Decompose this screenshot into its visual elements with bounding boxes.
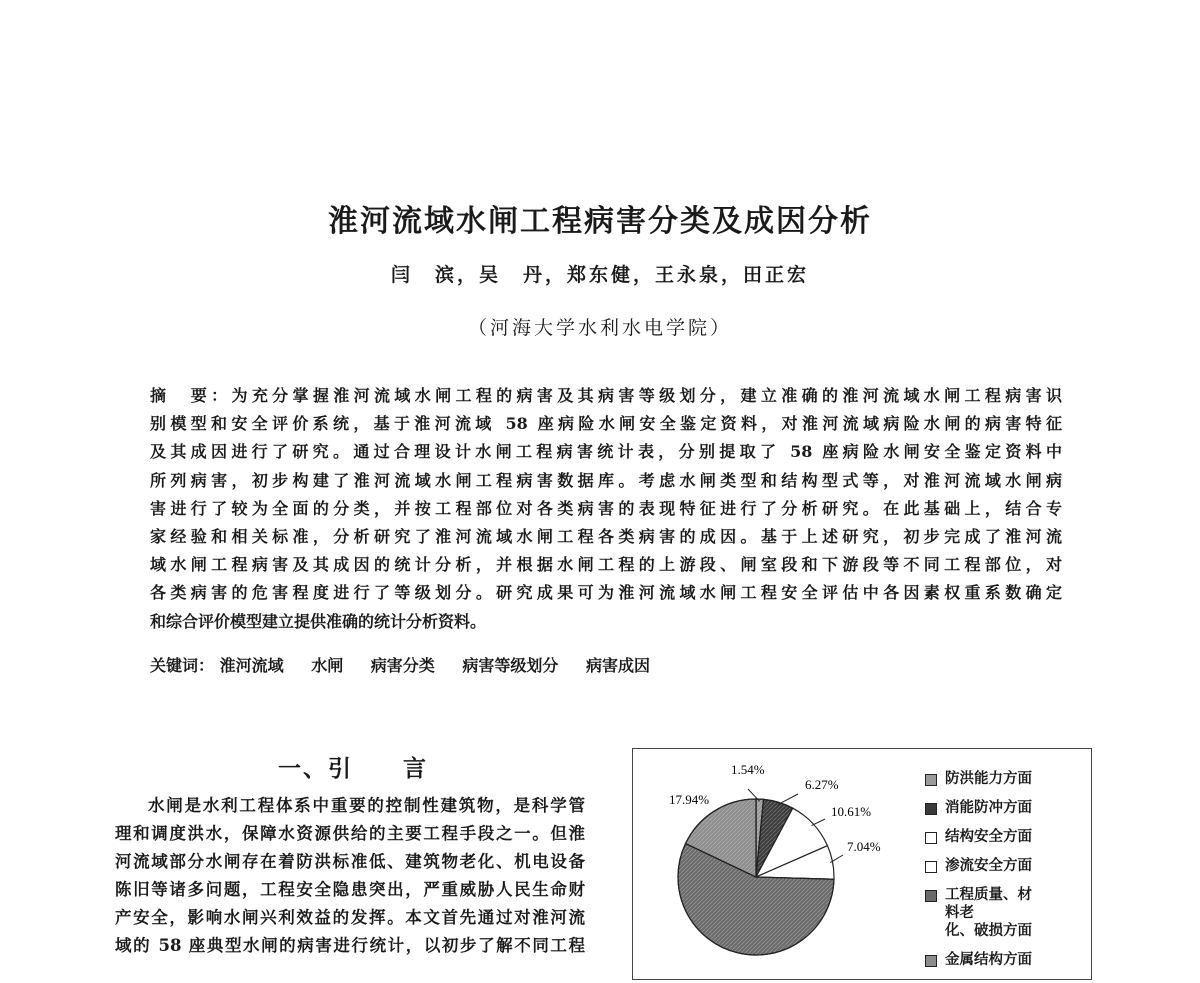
affiliation: （河海大学水利水电学院） [467,317,732,339]
legend-swatch [925,803,937,815]
legend-item [925,886,1045,940]
legend-label: 金属结构方面 [945,951,1032,968]
abstract-line: 害进行了较为全面的分类，并按工程部位对各类病害的表现特征进行了分析研究。在此基础上，结合专 [150,498,1062,518]
keyword: 病害分类 [370,656,435,675]
slice-label: 7.04% [847,839,881,854]
keyword: 病害成因 [585,656,650,675]
paper-title: 淮河流域水闸工程病害分类及成因分析 [328,204,872,239]
keyword: 水闸 [311,656,344,675]
slice-label: 17.94% [669,792,710,807]
legend-item [925,770,1045,788]
abstract-line: 和综合评价模型建立提供准确的统计分析资料。 [150,611,487,631]
body-line: 产安全，影响水闸兴利效益的发挥。本文首先通过对淮河流 [115,908,585,927]
keyword: 淮河流域 [219,656,284,675]
legend-swatch [925,890,937,902]
slice-label: 1.54% [731,762,765,777]
pie-chart [633,749,923,979]
keywords [150,652,672,680]
leader-line [778,794,798,805]
abstract-line: 家经验和相关标准，分析研究了淮河流域水闸工程各类病害的成因。基于上述研究，初步完成了淮河流 [150,526,1062,546]
legend-item [925,828,1045,846]
legend-item [925,951,1045,969]
slice-label: 10.61% [831,804,872,819]
abstract-line: 及其成因进行了研究。通过合理设计水闸工程病害统计表，分别提取了 58 座病险水闸安全鉴定资料中 [150,442,1062,462]
slice-label: 6.27% [805,777,839,792]
abstract-line: 别模型和安全评价系统，基于淮河流域 58 座病险水闸安全鉴定资料，对淮河流域病险水闸的病害特征 [150,414,1062,434]
legend-item [925,857,1045,875]
section-heading: 一、引 言 [278,756,428,782]
legend-swatch [925,861,937,873]
abstract-line: 所列病害，初步构建了淮河流域水闸工程病害数据库。考虑水闸类型和结构型式等，对淮河流域水闸病 [150,470,1062,490]
abstract [150,382,1062,636]
abstract-line: 域水闸工程病害及其成因的统计分析，并根据水闸工程的上游段、闸室段和下游段等不同工程部位，对 [150,555,1062,575]
body-line: 水闸是水利工程体系中重要的控制性建筑物，是科学管 [148,796,585,815]
legend-swatch [925,774,937,786]
legend-label: 工程质量、材料老 化、破损方面 [945,886,1032,939]
body-line: 河流域部分水闸存在着防洪标准低、建筑物老化、机电设备 [115,852,585,871]
leader-line [812,819,825,826]
body-line: 域的 58 座典型水闸的病害进行统计，以初步了解不同工程 [115,936,585,955]
body-line: 陈旧等诸多问题，工程安全隐患突出，严重威胁人民生命财 [115,880,585,899]
chart-legend [925,770,1045,980]
legend-swatch [925,955,937,967]
body-line: 理和调度洪水，保障水资源供给的主要工程手段之一。但淮 [115,824,585,843]
legend-label: 渗流安全方面 [945,857,1032,874]
keywords-label: 关键词： [150,656,215,675]
authors: 闫 滨，吴 丹，郑东健，王永泉，田正宏 [390,264,809,286]
abstract-line: 各类病害的危害程度进行了等级划分。研究成果可为淮河流域水闸工程安全评估中各因素权重系数确定 [150,583,1062,603]
legend-item [925,799,1045,817]
legend-label: 消能防冲方面 [945,799,1032,816]
abstract-line: 摘 要：为充分掌握淮河流域水闸工程的病害及其病害等级划分，建立准确的淮河流域水闸工程病害识 [150,386,1062,405]
section-body [115,792,585,960]
legend-swatch [925,832,937,844]
keyword: 病害等级划分 [462,656,559,675]
legend-label: 结构安全方面 [945,828,1032,845]
legend-label: 防洪能力方面 [945,770,1032,787]
